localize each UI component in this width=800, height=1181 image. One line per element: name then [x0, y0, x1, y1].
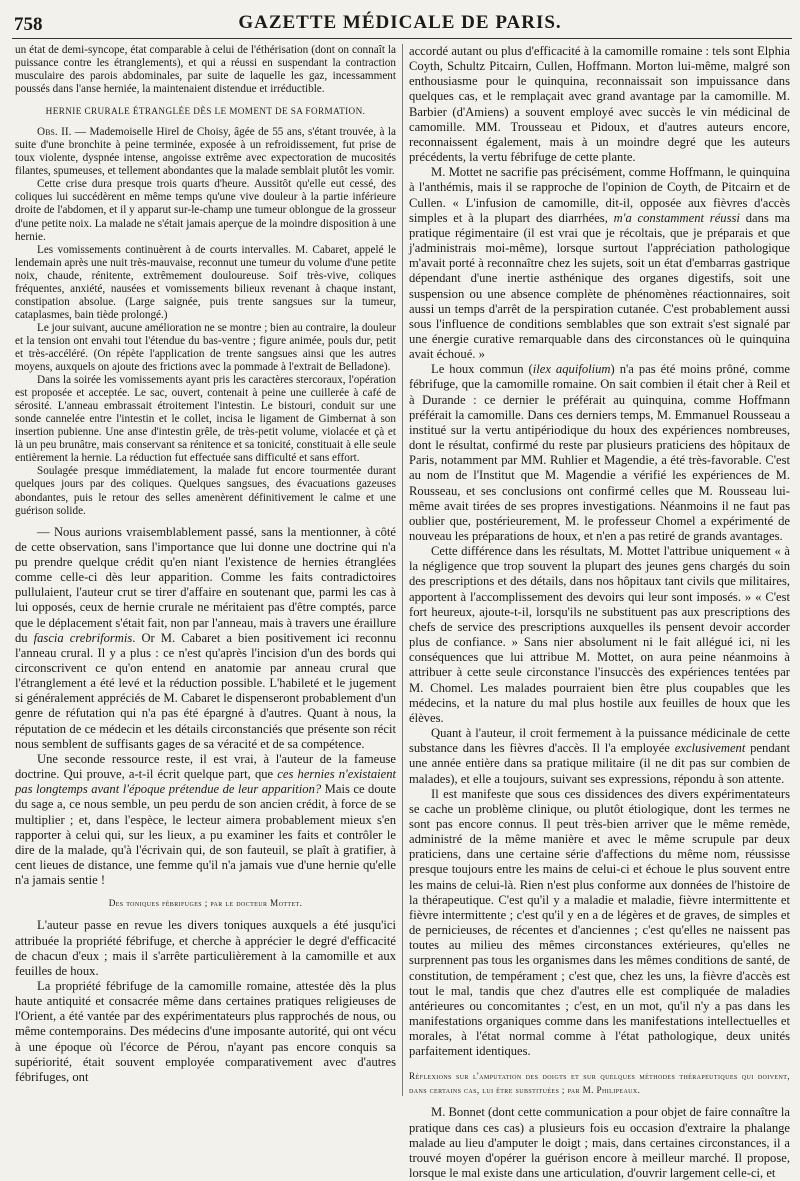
commentary-paragraph-1 — [15, 525, 396, 752]
right-p5-text-a: Quant à l'auteur, il croit fermement à la puissance médicinale de cette substance dans les fièvres d'accès. Il l'a employée — [409, 726, 790, 756]
section-title-amputation: Réflexions sur l'amputation des doigts et sur quelques méthodes thérapeutiques qui doivent, dans certains cas, lui être substituées — [409, 1071, 790, 1096]
left-paragraph-9: L'auteur passe en revue les divers toniques auxquels a été jusqu'ici attribuée la propriété fébrifuge, et cherche à apprécier le degré d'efficacité de chacun d'eux ; mais il s'arrête particulièrement à la camomille et aux feuilles de houx. — [15, 918, 396, 978]
right-paragraph-7: M. Bonnet (dont cette communication a pour objet de faire connaître la pratique dans ces cas) a plusieurs fois eu occasion d'extraire la phalange malade au lieu d'amputer le doigt ; mais, dans certaines circonstances, il a trouvé moyen d'opérer la guérison encore à meilleur marché. Il propose, lorsque le mal existe dans une articulation, d'ouvrir largement celle-ci, et — [409, 1105, 790, 1181]
left-paragraph-5: Dans la soirée les vomissements ayant pris les caractères stercoraux, l'opération est proposée et acceptée. Le sac, ouvert, contenait à peine une cuillerée à café de sérosité. L'anneau embrassait étroitement l'intestin. Le bistouri, conduit sur une sonde cannelée entre l'intestin et le collet, incisa le ligament de Gimbernat à son insertion pubienne. Une anse d'intestin grêle, de très-petit volume, violacée et çà et là un peu brunâtre, mais conservant sa rénitence et sa tonicité, constituait à elle seule entièrement la hernie. La réduction fut effectuée sans difficulté et sans effort. — [15, 374, 396, 465]
right-column — [409, 44, 791, 1181]
commentary2-text-b: Mais ce doute du sage a, ce nous semble, un peu perdu de son ancien crédit, à force de se multiplier ; et, dans l'espèce, le lecteur aimera probablement mieux s'en rapporter à celui qui, sur les lieux, a pu examiner les faits et contrôler le dire de la malade, qu'à l'écrivain qui, de son fauteuil, se plaît à gratifier, à cent lieues de distance, une femme qu'il n'a jamais vue d'une hernie qu'elle n'a jamais sentie ! — [15, 782, 396, 888]
section-heading-amputation — [409, 1069, 790, 1097]
observation-label: Obs. II. — [37, 126, 72, 139]
commentary2-text-a: Une seconde ressource reste, il est vrai, à l'auteur de la fameuse doctrine. Qui prouve, a-t-il écrit quelque part, que — [15, 751, 396, 782]
header-rule — [12, 38, 792, 39]
right-p2-text-b: dans ma pratique régimentaire (il est vrai que je récoltais, que je préparais et que j'administrais moi-même), lorsque surtout l'appréciation pathologique m'avait porté à reconnaître chez les sujets, soit un état d'embarras gastrique dépendant d'une inertie asthénique des organes digestifs, soit une suspension ou une absence complète de phénomènes réactionnaires, soit aussi un temps d'arrêt de la perspiration cutanée. C'est probablement aussi sous l'influence de conditions semblables que son extrait s'est signalé par une énergie curative remarquable dans des circonstances où le quinquina avait échoué. » — [409, 210, 790, 362]
section-heading-toniques — [15, 897, 396, 910]
left-paragraph-2: Cette crise dura presque trois quarts d'heure. Aussitôt qu'elle eut cessé, des coliques lui succédèrent en même temps qu'une vive douleur à la partie inférieure droite de l'abdomen, et il y apparut sur-le-champ une tumeur oblongue de la grosseur d'une petite noix. La malade ne s'était jamais aperçue de la moindre disposition à une hernie. — [15, 178, 396, 243]
right-paragraph-1: accordé autant ou plus d'efficacité à la camomille romaine : tels sont Elphia Coyth, Schultz Pitcairn, Cullen, Hoffmann. Morton lui-même, malgré son enthousiasme pour le quinquina, reconnaissait son impuissance dans quelques cas, et le remplaçait avec grand avantage par la camomille. M. Barbier (d'Amiens) a souvent employé avec succès le vin médicinal de camomille. MM. Trousseau et Pidoux, et d'autres auteurs encore, reconnaissent également, mais à un moindre degré que les auteurs précédents, la vertu fébrifuge de cette plante. — [409, 44, 790, 165]
section-heading-hernie: HERNIE CRURALE ÉTRANGLÉE DÈS LE MOMENT DE SA FORMATION. — [45, 106, 366, 117]
section-author-toniques: ; par le docteur Mottet. — [202, 898, 303, 909]
spacer — [15, 518, 396, 525]
right-p3-text-b: ) n'a pas été moins prôné, comme fébrifuge, que la camomille romaine. On sait combien il était cher à Reil et à Durande : ce dernier le préférait au quinquina, comme Hoffmann préférait la camomille. Dans ces derniers temps, M. Emmanuel Rousseau a institué sur la vertu antipériodique du houx des expériences nombreuses, dont le résultat, confirmé du reste par plusieurs praticiens des hôpitaux de Paris, notamment par MM. Ruhlier et Magendie, a été très-favorable. C'est au nom de l'Institut que M. Magendie a vérifié les expériences de M. Rousseau, et ses conclusions ont confirmé celles que M. Rousseau lui-même avait tirées de ses propres investigations. Néanmoins il ne faut pas oublier que, postérieurement, M. le professeur Chomel a expérimenté de nouveau les préparations de houx, et n'en a pas retiré de grands avantages. — [409, 362, 791, 543]
commentary2-italic: ces hernies n'existaient pas longtemps avant l'époque prétendue de leur apparition? — [15, 767, 396, 797]
right-paragraph-4: Cette différence dans les résultats, M. Mottet l'attribue uniquement « à la négligence que trop souvent la plupart des jeunes gens chargés du soin des prescriptions et des détails, dans nos hôpitaux tant civils que militaires, apportent à l'accomplissement des devoirs qui leur sont imposés. » « C'est fort heureux, ajoute-t-il, lorsqu'ils ne substituent pas aux prescriptions des chefs de service des prescriptions auxquelles ils pensent devoir accorder plus de confiance. » Sans nier absolument ni le fait allégué ici, ni les conséquences que lui attribue M. Mottet, on aura peine néanmoins à attribuer à cette seule circonstance l'insuccès des expériences tentées par M. Chomel. Les malades pourraient bien être plus coupables que les médecins, et la nature du mal plus hostile aux feuilles de houx que les élèves. — [409, 544, 790, 725]
right-p2-italic: m'a constamment réussi — [613, 210, 740, 225]
right-paragraph-6: Il est manifeste que sous ces dissidences des divers expérimentateurs se cache un problème clinique, ou plutôt étiologique, dont les termes ne sont pas encore connus. Il peut très-bien arriver que le même remède, administré de la même manière et avec le même scrupule par deux praticiens, dans une certaine série d'affections du même nom, réussisse presque toujours entre les mains de celui-ci et échoue le plus souvent entre les mains de celui-là. Rien n'est plus conforme aux données de l'histoire de la thérapeutique. C'est qu'il y a maladie et maladie, fièvre intermittente et fièvre intermittente ; c'est qu'il y en a de légères et de graves, de simples et de pernicieuses, de récentes et d'anciennes ; c'est qu'elles ne naissent pas toutes au milieu des mêmes circonstances extérieures, qu'elles ne surprennent pas tous les organismes dans les mêmes conditions de santé, de constitution, de tempérament ; c'est que, chez les uns, la fièvre d'accès est tout le mal, tandis que chez d'autres elle est compliquée de maladies antérieures ou concomitantes ; c'est, en un mot, qu'il n'y a pas dans les manifestations organiques comme dans les manifestations intellectuelles et morales, à l'état normal comme à l'état pathologique, deux unités parfaitement identiques. — [409, 786, 791, 1059]
commentary-paragraph-2 — [15, 752, 396, 888]
page-header — [0, 0, 800, 40]
right-p5-text-b: pendant une année entière dans sa pratique militaire (il ne dit pas sur combien de malades), et elle a toujours, suivant ses expressions, répondu à son attente. — [409, 741, 790, 786]
left-paragraph-1: un état de demi-syncope, état comparable à celui de l'éthérisation (dont on connaît la puissance contre les étranglements), et qui a réussi en suspendant la contraction musculaire des parois abdominales, par suite de laquelle les gaz, incessamment poussés dans l'anse herniée, la maintenaient distendue et irréductible. — [15, 44, 396, 96]
observation-text: — Mademoiselle Hirel de Choisy, âgée de 55 ans, s'étant trouvée, à la suite d'une bronchite à peine terminée, exposée à un refroidissement, fut prise de toux violente, dyspnée intense, angoisse extrême avec expectoration de mucosités filantes, spumeuses, et tellement abondantes que la malade semblait plutôt les vomir. — [15, 126, 397, 178]
left-paragraph-10: La propriété fébrifuge de la camomille romaine, attestée dès la plus haute antiquité et consacrée même dans certaines pratiques religieuses de l'Orient, a été vantée par des expérimentateurs plus rapprochés de nous, ou même contemporains. Des médecins d'une imposante autorité, qui ont vécu à une époque où l'écorce de Pérou, n'ayant pas encore conquis sa supériorité, était souvent employée comparativement avec d'autres fébrifuges, ont — [15, 978, 396, 1084]
page-number: 758 — [14, 14, 43, 35]
right-p5-italic: exclusivement — [674, 741, 746, 756]
column-divider — [402, 44, 403, 1096]
right-paragraph-3 — [409, 362, 790, 544]
commentary-italic: fascia crebriformis — [33, 630, 133, 645]
right-paragraph-5 — [409, 726, 790, 787]
left-paragraph-4: Le jour suivant, aucune amélioration ne se montre ; bien au contraire, la douleur et la tension ont envahi tout l'étendue du bas-ventre ; figure animée, pouls dur, petit et très-accéléré. (On répète l'application de trente sangsues ainsi que les autres moyens, auxquels on ajoute des frictions avec la pommade à l'extrait de Belladone). — [15, 321, 396, 374]
left-column — [15, 44, 396, 1100]
section-author-amputation: ; par M. Philipeaux. — [559, 1085, 641, 1096]
right-p3-text-a: Le houx commun ( — [431, 362, 533, 377]
section-title-toniques: Des toniques fébrifuges — [108, 898, 203, 909]
right-p2-text-a: M. Mottet ne sacrifie pas précisément, comme Hoffmann, le quinquina à l'anthémis, mais il se rapproche de l'opinion de Coyth, de Pitcairn et de Cullen. « L'infusion de camomille, dit-il, opposée aux fièvres d'accès simples et à la plupart des diarrhées, — [409, 165, 790, 225]
right-p3-italic: ilex aquifolium — [532, 362, 611, 377]
commentary-text-b: . Or M. Cabaret a bien positivement ici reconnu l'anneau crural. Il y a plus : ce n'est qu'après l'incision d'un des bords qui circonscrivent ce qu'on entend en anatomie par anneau crural que l'étranglement a été levé et la réduction possible. L'habileté et le jugement si généralement appréciés de M. Cabaret le dispenseront probablement d'un genre de réfutation qui n'a pas été épargné à d'autres. Quant à nous, la réputation de ce médecin et les détails circonstanciés que présente son récit nous semblent de suffisants gages de sa véracité et de sa compétence. — [15, 630, 396, 751]
observation-paragraph — [15, 126, 396, 178]
left-paragraph-3: Les vomissements continuèrent à de courts intervalles. M. Cabaret, appelé le lendemain après une nuit très-mauvaise, reconnut une tumeur du volume d'une petite noix, chaude, rénitente, extrêmement douloureuse. Soif très-vive, coliques fréquentes, anxiété, nausées et vomissements bilieux revenant à chaque instant, constipation absolue. (Large saignée, puis trente sangsues sur la tumeur, cataplasmes, bain tiède prolongé.) — [15, 243, 396, 321]
commentary-text-a: — Nous aurions vraisemblablement passé, sans la mentionner, à côté de cette observation, sans l'importance que lui donne une doctrine qui n'a pu prendre quelque crédit qu'en niant l'existence de hernies étranglées comme celle-ci dès leur apparition. Comme les faits contradictoires pullulaient, l'auteur crut se tirer d'affaire en soutenant que, parmi les cas à lui opposés, ceux de hernie crurale ne méritaient pas d'être comptés, parce que le déplacement s'était fait, non par l'anneau, mais à travers une éraillure du — [15, 524, 396, 645]
running-title: GAZETTE MÉDICALE DE PARIS. — [238, 12, 562, 33]
left-paragraph-6: Soulagée presque immédiatement, la malade fut encore tourmentée durant quelques jours par des coliques. Quelques sangsues, des évacuations gazeuses abondantes, puis le retour des selles amenèrent définitivement le calme et une guérison solide. — [15, 465, 396, 517]
right-paragraph-2 — [409, 165, 790, 362]
